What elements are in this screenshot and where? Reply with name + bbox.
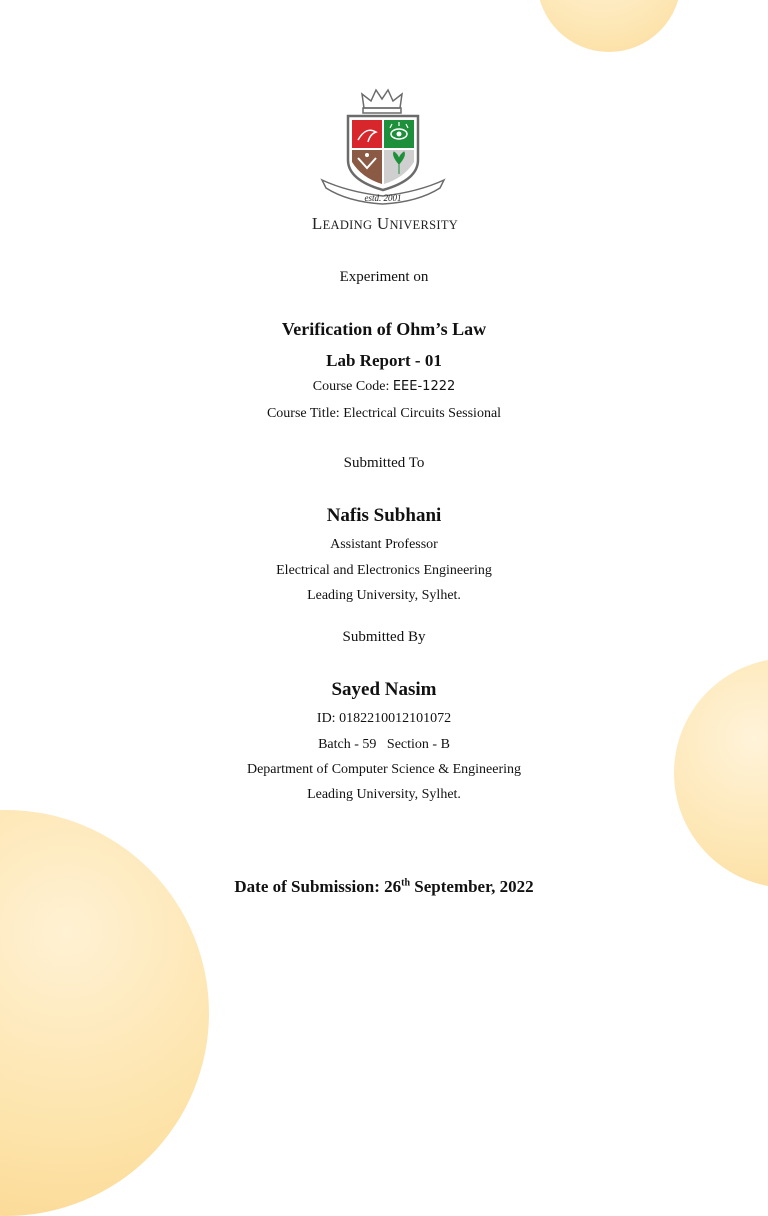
submission-date-rest: September, 2022 — [410, 877, 534, 896]
submitted-to-name: Nafis Subhani — [326, 505, 442, 526]
course-title: Course Title: Electrical Circuits Sessional — [266, 406, 502, 421]
submitted-to-designation: Assistant Professor — [330, 537, 438, 552]
date-ordinal-suffix: th — [401, 877, 411, 889]
course-code-line — [0, 379, 768, 395]
decorative-circle-bottom — [0, 810, 209, 1216]
submitted-by-heading: Submitted By — [342, 629, 426, 645]
submitted-to-department: Electrical and Electronics Engineering — [276, 563, 492, 578]
estd-label: estd. 2001 — [364, 193, 402, 203]
wordmark-rest-2: NIVERSITY — [389, 218, 459, 232]
batch-section: Batch - 59 Section - B — [318, 737, 450, 752]
wordmark-rest-1: EADING — [322, 218, 373, 232]
crown-icon — [362, 90, 402, 113]
submission-date-label: Date of Submission: 26 — [234, 877, 402, 896]
date-of-submission — [0, 877, 768, 897]
university-wordmark — [300, 214, 470, 234]
submitted-to-institution: Leading University, Sylhet. — [307, 588, 461, 603]
submitted-by-department: Department of Computer Science & Engineering — [246, 762, 522, 777]
wordmark-initial-2: U — [376, 214, 390, 233]
wordmark-initial-1: L — [311, 214, 323, 233]
university-crest-logo — [318, 88, 448, 208]
experiment-on-label: Experiment on — [339, 269, 429, 285]
submitted-by-institution: Leading University, Sylhet. — [307, 787, 461, 802]
decorative-circle-top — [537, 0, 681, 52]
submitted-by-name: Sayed Nasim — [331, 679, 437, 700]
lab-report-number: Lab Report - 01 — [326, 351, 442, 370]
report-title: Verification of Ohm’s Law — [281, 319, 487, 339]
course-code-value: EEE-1222 — [392, 379, 456, 394]
course-code-label: Course Code: — [312, 379, 390, 394]
submitted-to-heading: Submitted To — [343, 455, 425, 471]
student-id: ID: 0182210012101072 — [316, 711, 452, 726]
